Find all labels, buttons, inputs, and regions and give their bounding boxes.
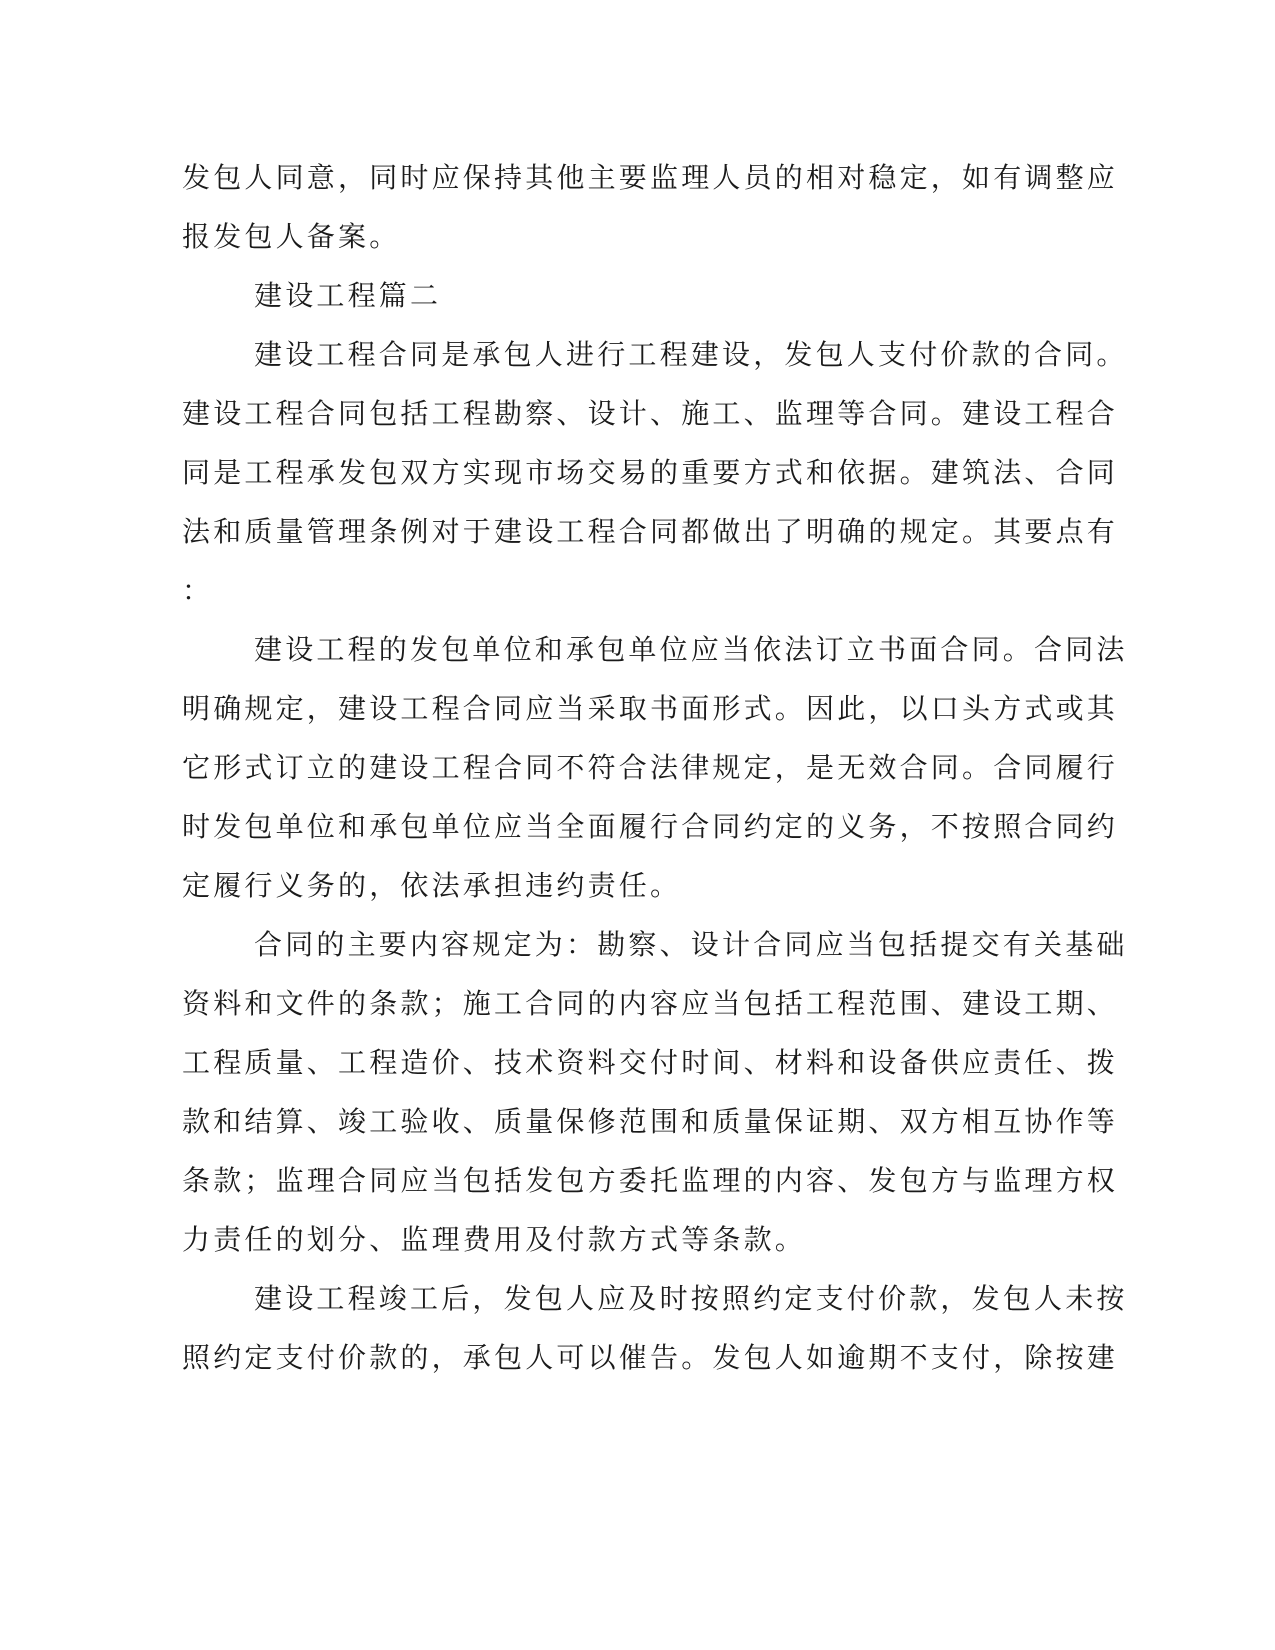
- text-line: 资料和文件的条款；施工合同的内容应当包括工程范围、建设工期、: [182, 987, 1119, 1020]
- text-line: 工程质量、工程造价、技术资料交付时间、材料和设备供应责任、拨: [182, 1046, 1119, 1079]
- document-page: [182, 148, 1128, 1387]
- text-line: 报发包人备案。: [182, 220, 401, 253]
- text-line: 建设工程合同是承包人进行工程建设，发包人支付价款的合同。: [254, 338, 1128, 371]
- text-line: 同是工程承发包双方实现市场交易的重要方式和依据。建筑法、合同: [182, 456, 1119, 489]
- text-line: 力责任的划分、监理费用及付款方式等条款。: [182, 1223, 807, 1256]
- text-line: 建设工程竣工后，发包人应及时按照约定支付价款，发包人未按: [254, 1282, 1128, 1315]
- text-line: 建设工程合同包括工程勘察、设计、施工、监理等合同。建设工程合: [182, 397, 1119, 430]
- text-line: ：: [182, 574, 214, 607]
- section-heading: 建设工程篇二: [254, 279, 442, 312]
- text-line: 法和质量管理条例对于建设工程合同都做出了明确的规定。其要点有: [182, 515, 1119, 548]
- text-line: 建设工程的发包单位和承包单位应当依法订立书面合同。合同法: [254, 633, 1128, 666]
- text-line: 款和结算、竣工验收、质量保修范围和质量保证期、双方相互协作等: [182, 1105, 1119, 1138]
- text-line: 条款；监理合同应当包括发包方委托监理的内容、发包方与监理方权: [182, 1164, 1119, 1197]
- text-line: 它形式订立的建设工程合同不符合法律规定，是无效合同。合同履行: [182, 751, 1119, 784]
- text-line: 发包人同意，同时应保持其他主要监理人员的相对稳定，如有调整应: [182, 161, 1119, 194]
- text-line: 照约定支付价款的，承包人可以催告。发包人如逾期不支付，除按建: [182, 1341, 1119, 1374]
- text-line: 合同的主要内容规定为：勘察、设计合同应当包括提交有关基础: [254, 928, 1128, 961]
- text-line: 时发包单位和承包单位应当全面履行合同约定的义务，不按照合同约: [182, 810, 1119, 843]
- text-line: 定履行义务的，依法承担违约责任。: [182, 869, 682, 902]
- text-line: 明确规定，建设工程合同应当采取书面形式。因此，以口头方式或其: [182, 692, 1119, 725]
